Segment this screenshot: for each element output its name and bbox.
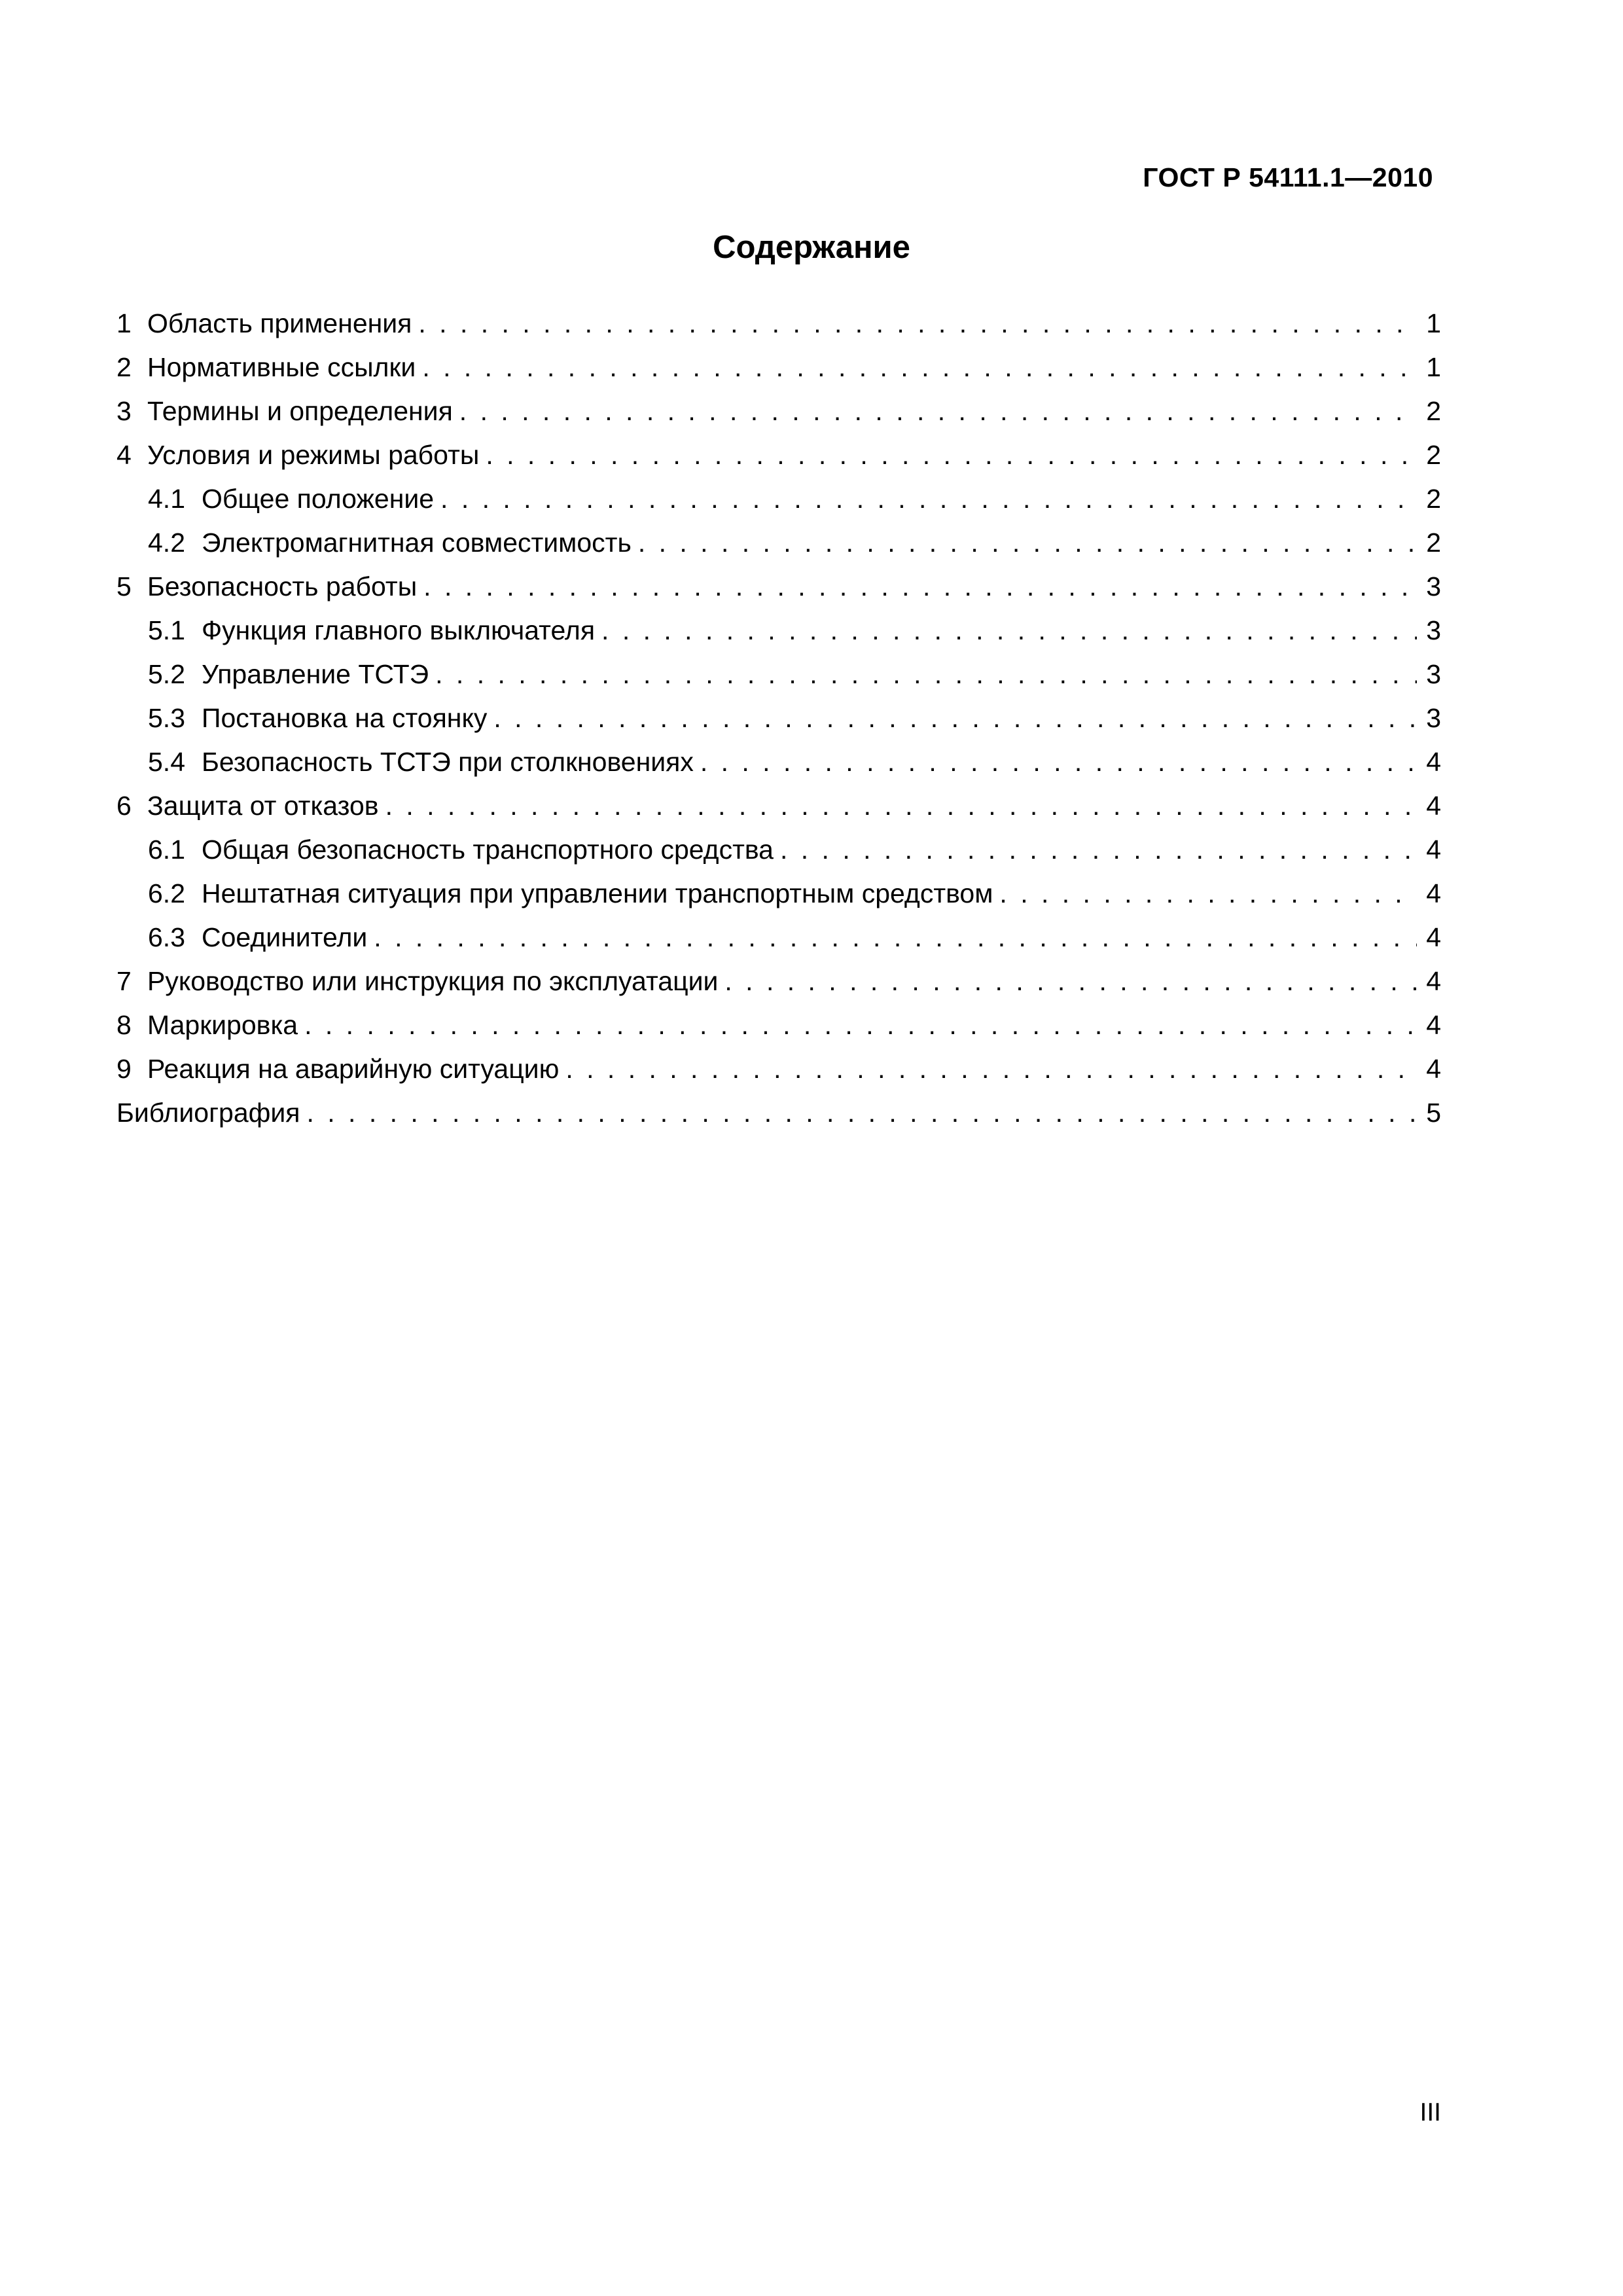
toc-entry-title: Безопасность работы [147, 571, 418, 601]
toc-entry-page: 2 [1426, 484, 1441, 514]
toc-dot-leader [638, 521, 1417, 565]
toc-entry-page: 2 [1426, 440, 1441, 470]
toc-entry[interactable] [116, 389, 1441, 433]
toc-entry[interactable] [116, 828, 1441, 872]
toc-dot-leader [440, 477, 1417, 521]
toc-dot-leader [385, 784, 1418, 828]
toc-entry-title: Постановка на стоянку [202, 703, 488, 733]
toc-entry[interactable] [116, 740, 1441, 784]
toc-entry[interactable] [116, 1091, 1441, 1135]
toc-dot-leader [780, 828, 1417, 872]
toc-entry-page: 4 [1426, 878, 1441, 908]
toc-title: Содержание [713, 230, 910, 265]
toc-entry-title: Общая безопасность транспортного средства [202, 834, 774, 865]
toc-dot-leader [423, 565, 1417, 609]
toc-entry[interactable] [116, 1047, 1441, 1091]
toc-dot-leader [304, 1003, 1417, 1047]
toc-entry-page: 3 [1426, 615, 1441, 645]
toc-entry-number: 6.2 [148, 878, 185, 908]
toc-dot-leader [724, 960, 1417, 1003]
toc-entry-title: Реакция на аварийную ситуацию [147, 1054, 560, 1084]
toc-entry-title: Защита от отказов [147, 791, 379, 821]
toc-entry[interactable] [116, 565, 1441, 609]
toc-entry-number: 5.3 [148, 703, 185, 733]
toc-entry[interactable] [116, 960, 1441, 1003]
toc-dot-leader [459, 389, 1417, 433]
toc-entry-number: 1 [116, 308, 132, 338]
toc-entry-number: 5 [116, 571, 132, 601]
toc-entry-number: 2 [116, 352, 132, 382]
toc-entry-number: 6.1 [148, 834, 185, 865]
toc-entry[interactable] [116, 346, 1441, 389]
toc-entry-number: 8 [116, 1010, 132, 1040]
toc-entry[interactable] [116, 521, 1441, 565]
toc-entry-title: Соединители [202, 922, 368, 952]
toc-entry[interactable] [116, 916, 1441, 960]
toc-dot-leader [999, 872, 1417, 916]
toc-entry-page: 3 [1426, 571, 1441, 601]
toc-entry-number: 5.2 [148, 659, 185, 689]
toc-entry-page: 4 [1426, 1010, 1441, 1040]
toc-entry-title: Функция главного выключателя [202, 615, 596, 645]
toc-dot-leader [306, 1091, 1417, 1135]
toc-entry-title: Руководство или инструкция по эксплуатации [147, 966, 719, 996]
toc-entry-number: 4 [116, 440, 132, 470]
toc-entry-number: 4.2 [148, 528, 185, 558]
toc-entry[interactable] [116, 477, 1441, 521]
toc-entry-number: 5.4 [148, 747, 185, 777]
toc-dot-leader [422, 346, 1417, 389]
toc-entry-page: 4 [1426, 1054, 1441, 1084]
toc-dot-leader [418, 302, 1417, 346]
toc-entry-page: 4 [1426, 966, 1441, 996]
document-code: ГОСТ Р 54111.1—2010 [1143, 162, 1433, 192]
toc-entry-number: 9 [116, 1054, 132, 1084]
toc-entry-number: 7 [116, 966, 132, 996]
toc-dot-leader [700, 740, 1417, 784]
toc-entry-title: Управление ТСТЭ [202, 659, 429, 689]
toc-entry-number: 3 [116, 396, 132, 426]
toc-dot-leader [486, 433, 1417, 477]
toc-entry-page: 4 [1426, 747, 1441, 777]
toc-entry[interactable] [116, 302, 1441, 346]
toc-entry-page: 4 [1426, 922, 1441, 952]
toc-entry-page: 1 [1426, 308, 1441, 338]
toc-entry[interactable] [116, 696, 1441, 740]
toc-entry-title: Общее положение [202, 484, 435, 514]
toc-dot-leader [374, 916, 1417, 960]
toc-entry[interactable] [116, 653, 1441, 696]
toc-dot-leader [565, 1047, 1417, 1091]
toc-entry-page: 3 [1426, 659, 1441, 689]
toc-entry-page: 2 [1426, 396, 1441, 426]
toc-dot-leader [435, 653, 1417, 696]
toc-entry-page: 4 [1426, 834, 1441, 865]
toc-entry-page: 3 [1426, 703, 1441, 733]
toc-entry-title: Нештатная ситуация при управлении транспортным средством [202, 878, 993, 908]
toc-entry-page: 5 [1426, 1098, 1441, 1128]
toc-entry-page: 4 [1426, 791, 1441, 821]
toc-entry-page: 2 [1426, 528, 1441, 558]
table-of-contents [116, 302, 1441, 1135]
toc-entry-title: Безопасность ТСТЭ при столкновениях [202, 747, 694, 777]
toc-dot-leader [493, 696, 1417, 740]
toc-entry-number: 5.1 [148, 615, 185, 645]
toc-entry-title: Термины и определения [147, 396, 453, 426]
toc-entry[interactable] [116, 1003, 1441, 1047]
toc-entry-page: 1 [1426, 352, 1441, 382]
toc-entry-title: Нормативные ссылки [147, 352, 416, 382]
toc-entry-title: Маркировка [147, 1010, 298, 1040]
toc-dot-leader [601, 609, 1417, 653]
toc-entry-number: 6.3 [148, 922, 185, 952]
toc-entry-number: 6 [116, 791, 132, 821]
toc-entry[interactable] [116, 784, 1441, 828]
toc-entry-title: Электромагнитная совместимость [202, 528, 632, 558]
toc-entry[interactable] [116, 609, 1441, 653]
toc-entry-title: Область применения [147, 308, 412, 338]
toc-entry[interactable] [116, 872, 1441, 916]
toc-entry-title: Библиография [116, 1098, 300, 1128]
toc-entry-title: Условия и режимы работы [147, 440, 480, 470]
page-number: III [1419, 2098, 1441, 2126]
toc-entry-number: 4.1 [148, 484, 185, 514]
toc-entry[interactable] [116, 433, 1441, 477]
